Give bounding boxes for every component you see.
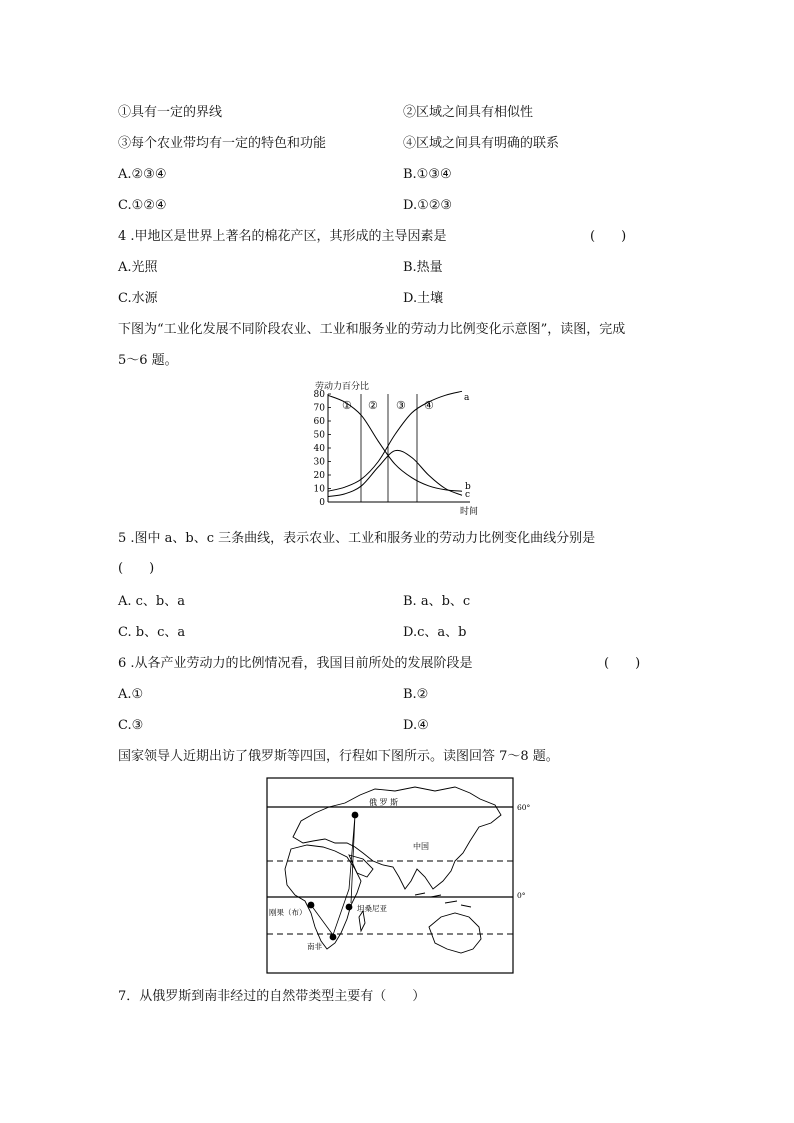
stage-label-1: ① (342, 399, 352, 412)
q3-option-2: ②区域之间具有相似性 (403, 105, 534, 120)
labor-share-chart (310, 378, 490, 518)
q5-choice-d: D.c、a、b (403, 625, 467, 640)
congo-label: 刚果（布） (269, 908, 307, 917)
q7-stem: 7．从俄罗斯到南非经过的自然带类型主要有（ ） (118, 989, 426, 1004)
russia-label: 俄 罗 斯 (369, 798, 399, 807)
q3-choice-c: C.①②④ (118, 198, 167, 213)
q3-choice-d: D.①②③ (403, 198, 453, 213)
q4-answer-paren: ( ) (590, 229, 627, 244)
y-tick-label: 20 (313, 471, 325, 481)
q3-choice-b: B.①③④ (403, 167, 452, 182)
q6-choice-d: D.④ (403, 718, 429, 733)
q5-choice-b: B. a、b、c (403, 594, 471, 609)
china-label: 中国 (413, 842, 429, 851)
q3-option-3: ③每个农业带均有一定的特色和功能 (118, 136, 327, 151)
q3-option-4: ④区域之间具有明确的联系 (403, 136, 560, 151)
y-tick-label: 50 (313, 430, 325, 441)
q5-choice-c: C. b、c、a (118, 625, 186, 640)
q5-choice-a: A. c、b、a (118, 594, 186, 609)
intro-7-8: 国家领导人近期出访了俄罗斯等四国，行程如下图所示。读图回答 7～8 题。 (118, 749, 559, 764)
y-tick-label: 30 (313, 457, 325, 468)
south-africa-label: 南非 (307, 942, 322, 951)
y-tick-label: 60 (313, 417, 325, 427)
stage-label-2: ② (368, 399, 378, 412)
q5-stem: 5 .图中 a、b、c 三条曲线，表示农业、工业和服务业的劳动力比例变化曲线分别是 (118, 531, 596, 546)
travel-route-map (265, 777, 555, 975)
q6-choice-b: B.② (403, 687, 429, 702)
q4-choice-d: D.土壤 (403, 291, 444, 306)
q4-choice-c: C.水源 (118, 291, 158, 306)
chart-xlabel: 时间 (460, 507, 479, 517)
lat-60-label: 60° (517, 803, 531, 812)
stage-label-4: ④ (424, 399, 434, 412)
tanzania-label: 坦桑尼亚 (357, 904, 387, 913)
chart-ylabel: 劳动力百分比 (315, 382, 370, 392)
series-c-label: c (465, 490, 471, 500)
q6-choice-a: A.① (118, 687, 144, 702)
tanzania-marker (346, 904, 353, 911)
q6-stem: 6 .从各产业劳动力的比例情况看，我国目前所处的发展阶段是 (118, 656, 473, 671)
q4-choice-b: B.热量 (403, 260, 443, 275)
y-tick-label: 10 (313, 484, 325, 495)
y-tick-label: 70 (313, 403, 325, 414)
y-tick-label: 80 (313, 390, 325, 400)
q6-answer-paren: ( ) (604, 656, 641, 671)
q4-choice-a: A.光照 (118, 260, 158, 275)
series-b-label: b (465, 482, 471, 492)
series-a-label: a (464, 393, 470, 403)
stage-label-3: ③ (396, 399, 406, 412)
y-tick-label: 0 (319, 498, 325, 508)
q6-choice-c: C.③ (118, 718, 144, 733)
south-africa-marker (330, 934, 337, 941)
intro-5-6-line2: 5～6 题。 (118, 353, 178, 368)
y-tick-label: 40 (313, 444, 325, 454)
q3-option-1: ①具有一定的界线 (118, 105, 223, 120)
congo-marker (308, 902, 315, 909)
intro-5-6-line1: 下图为“工业化发展不同阶段农业、工业和服务业的劳动力比例变化示意图”，读图，完成 (118, 322, 626, 337)
moscow-marker (352, 812, 359, 819)
lat-0-label: 0° (517, 891, 526, 900)
q5-answer-paren: ( ) (118, 561, 155, 576)
q3-choice-a: A.②③④ (118, 167, 167, 182)
q4-stem: 4 .甲地区是世界上著名的棉花产区，其形成的主导因素是 (118, 229, 447, 244)
